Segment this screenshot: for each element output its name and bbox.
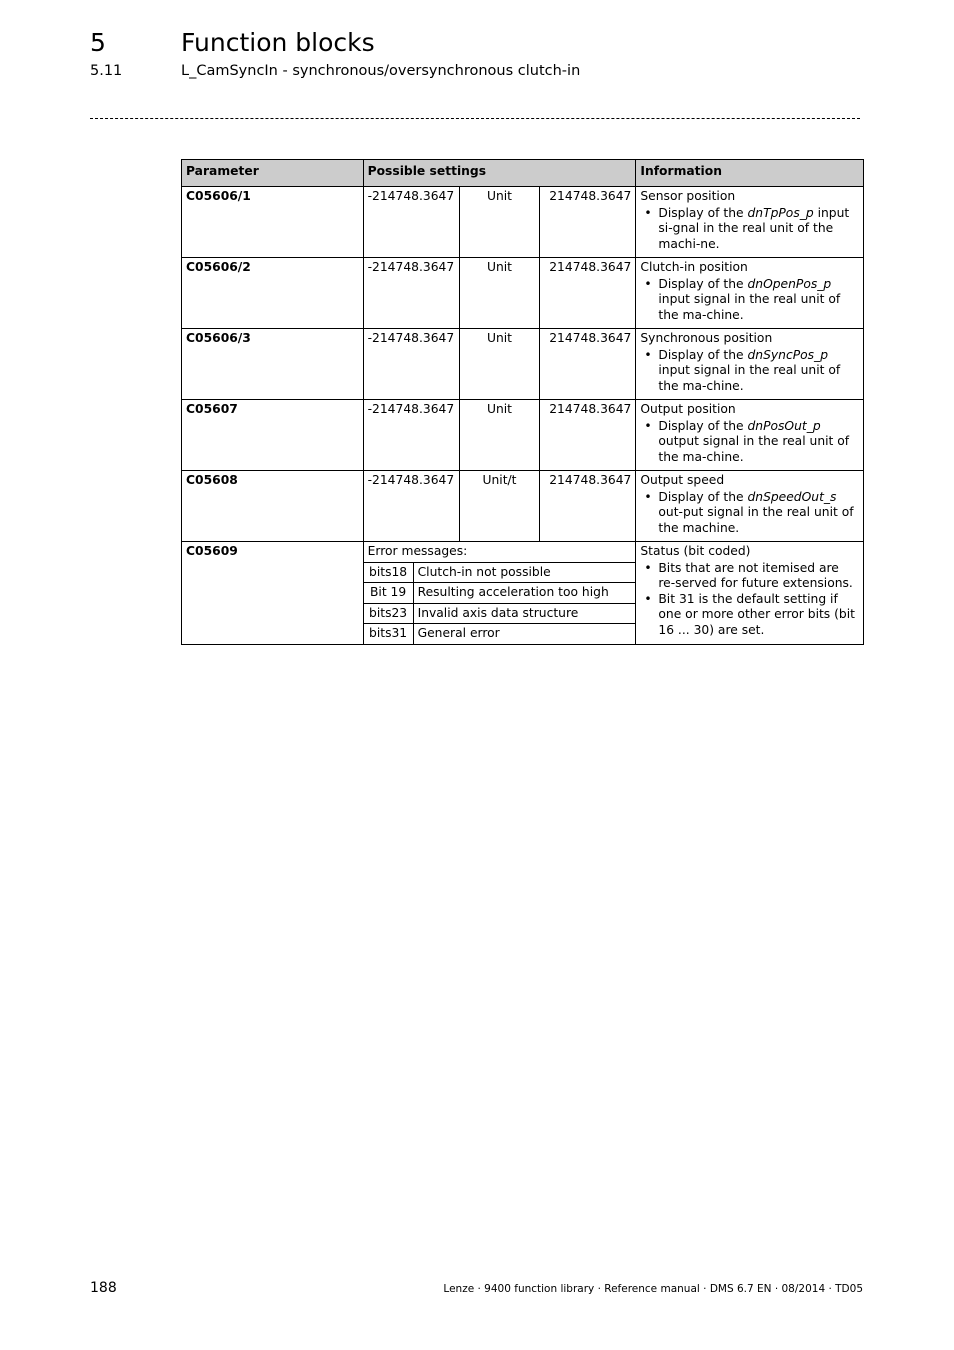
setting-unit: Unit: [459, 258, 540, 329]
chapter-number: 5: [90, 28, 106, 57]
parameter-table: [181, 159, 864, 645]
info-bullet: • Display of the dnSpeedOut_s out-put signal in the real unit of the machine.: [654, 490, 859, 537]
footer-doc-info: Lenze · 9400 function library · Reference manual · DMS 6.7 EN · 08/2014 · TD05: [443, 1283, 863, 1295]
info-bullet: • Display of the dnOpenPos_p input signal in the real unit of the ma-chine.: [654, 277, 859, 324]
table-row: [182, 471, 864, 542]
bit-number: Bit 19: [363, 583, 413, 604]
info-bullet: • Display of the dnSyncPos_p input signal in the real unit of the ma-chine.: [654, 348, 859, 395]
table-row: [182, 258, 864, 329]
setting-unit: Unit: [459, 329, 540, 400]
setting-min: -214748.3647: [363, 400, 459, 471]
info-title: Sensor position: [640, 189, 736, 203]
table-row: [182, 329, 864, 400]
setting-max: 214748.3647: [540, 471, 636, 542]
bit-description: Clutch-in not possible: [413, 562, 636, 583]
setting-unit: Unit: [459, 187, 540, 258]
information-cell: [636, 400, 864, 471]
info-bullet: • Bits that are not itemised are re-served for future extensions.: [654, 561, 859, 592]
signal-name: dnOpenPos_p: [747, 276, 832, 291]
information-cell: [636, 258, 864, 329]
setting-unit: Unit: [459, 400, 540, 471]
setting-min: -214748.3647: [363, 329, 459, 400]
information-cell: [636, 187, 864, 258]
parameter-code: C05606/1: [182, 187, 364, 258]
chapter-title: Function blocks: [181, 28, 375, 57]
header-information: Information: [636, 160, 864, 187]
information-cell: [636, 471, 864, 542]
bit-number: bits31: [363, 624, 413, 645]
table-row: [182, 187, 864, 258]
parameter-code: C05606/3: [182, 329, 364, 400]
information-cell: [636, 542, 864, 645]
signal-name: dnSyncPos_p: [747, 347, 829, 362]
setting-max: 214748.3647: [540, 187, 636, 258]
header-possible-settings: Possible settings: [363, 160, 636, 187]
information-cell: [636, 329, 864, 400]
bit-number: bits23: [363, 603, 413, 624]
info-title: Output position: [640, 402, 736, 416]
info-bullet: • Display of the dnPosOut_p output signal in the real unit of the ma-chine.: [654, 419, 859, 466]
signal-name: dnSpeedOut_s: [747, 489, 837, 504]
setting-max: 214748.3647: [540, 329, 636, 400]
bit-description: Resulting acceleration too high: [413, 583, 636, 604]
parameter-code: C05607: [182, 400, 364, 471]
setting-unit: Unit/t: [459, 471, 540, 542]
bit-description: General error: [413, 624, 636, 645]
section-number: 5.11: [90, 63, 123, 79]
parameter-code: C05606/2: [182, 258, 364, 329]
page-number: 188: [90, 1280, 117, 1296]
header-divider: [90, 118, 860, 119]
info-bullet: • Bit 31 is the default setting if one or more other error bits (bit 16 ... 30) are set.: [654, 592, 859, 639]
signal-name: dnPosOut_p: [747, 418, 821, 433]
table-header-row: [182, 160, 864, 187]
parameter-code: C05608: [182, 471, 364, 542]
setting-max: 214748.3647: [540, 258, 636, 329]
setting-min: -214748.3647: [363, 258, 459, 329]
table-row: [182, 400, 864, 471]
header-parameter: Parameter: [182, 160, 364, 187]
error-messages-label: Error messages:: [363, 542, 636, 563]
bit-number: bits18: [363, 562, 413, 583]
info-title: Clutch-in position: [640, 260, 748, 274]
info-title: Synchronous position: [640, 331, 773, 345]
section-title: L_CamSyncIn - synchronous/oversynchronous clutch-in: [181, 63, 581, 79]
info-title: Output speed: [640, 473, 725, 487]
setting-min: -214748.3647: [363, 187, 459, 258]
info-bullet: • Display of the dnTpPos_p input si-gnal in the real unit of the machi-ne.: [654, 206, 859, 253]
parameter-code: C05609: [182, 542, 364, 645]
setting-max: 214748.3647: [540, 400, 636, 471]
signal-name: dnTpPos_p: [747, 205, 814, 220]
bit-description: Invalid axis data structure: [413, 603, 636, 624]
info-title: Status (bit coded): [640, 544, 751, 558]
table-row-status: [182, 542, 864, 563]
setting-min: -214748.3647: [363, 471, 459, 542]
